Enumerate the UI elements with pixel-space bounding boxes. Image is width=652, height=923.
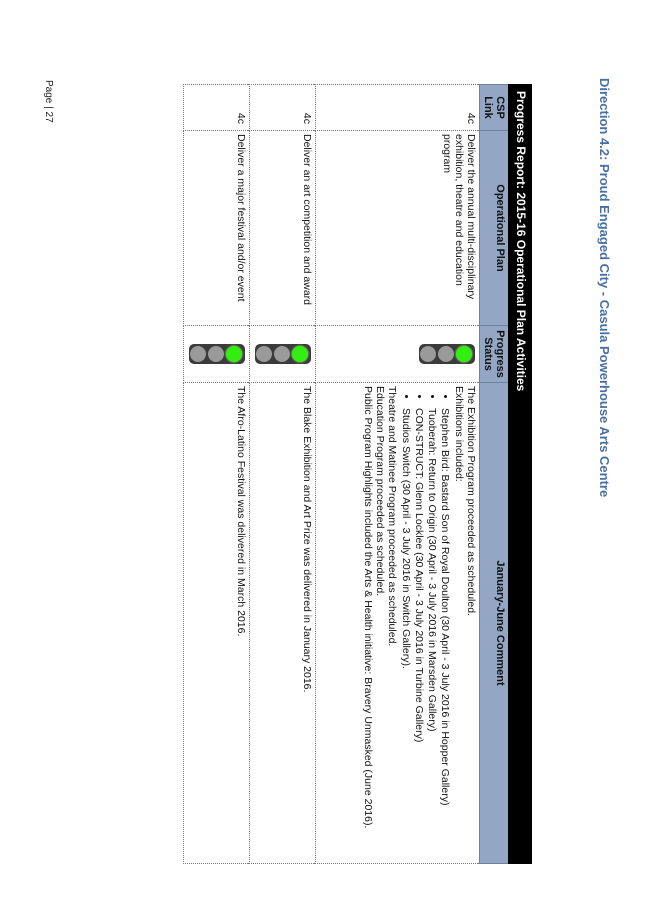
traffic-light-icon xyxy=(419,344,475,364)
csp-link-cell: 4c xyxy=(316,85,480,131)
amber-lamp xyxy=(208,346,224,362)
amber-lamp xyxy=(438,346,454,362)
operational-plan-cell: Deliver the annual multi-disciplinary exhibition, theatre and education program xyxy=(316,131,480,326)
green-lamp xyxy=(456,346,472,362)
comment-cell xyxy=(316,383,480,864)
comment-line: Public Program Highlights included the Arts & Health initiative: Bravery Unmasked (June 2016). xyxy=(362,386,374,829)
header-comment: January-June Comment xyxy=(480,383,509,864)
comment-cell: The Blake Exhibition and Art Prize was delivered in January 2016. xyxy=(250,383,316,864)
header-progress-status: Progress Status xyxy=(480,326,509,383)
column-header-row xyxy=(480,85,509,864)
traffic-light-icon xyxy=(255,344,311,364)
list-item: • Tuoberah: Return to Origin (30 April - 3 July 2016 in Marsden Gallery) xyxy=(426,408,438,860)
operational-plan-cell: Deliver an art competition and award xyxy=(250,131,316,326)
amber-lamp xyxy=(274,346,290,362)
table-row xyxy=(316,85,480,864)
csp-link-cell: 4c xyxy=(184,85,250,131)
list-item: • Studios Switch (30 April - 3 July 2016 in Switch Gallery). xyxy=(400,408,412,860)
table-row xyxy=(184,85,250,864)
page-heading: Direction 4.2: Proud Engaged City - Casula Powerhouse Arts Centre xyxy=(597,78,612,498)
progress-status-cell xyxy=(316,326,480,383)
red-lamp xyxy=(420,346,436,362)
green-lamp xyxy=(226,346,242,362)
table-banner: Progress Report: 2015-16 Operational Plan Activities xyxy=(509,85,532,864)
comment-line: Theatre and Matinee Program proceeded as scheduled. xyxy=(386,386,398,647)
traffic-light-icon xyxy=(189,344,245,364)
exhibition-list xyxy=(400,386,451,860)
csp-link-cell: 4c xyxy=(250,85,316,131)
comment-line: Exhibitions included: xyxy=(453,386,465,482)
page-number: Page | 27 xyxy=(43,80,54,123)
progress-status-cell xyxy=(184,326,250,383)
comment-cell: The Afro-Latino Festival was delivered in March 2016. xyxy=(184,383,250,864)
operational-plan-cell: Deliver a major festival and/or event xyxy=(184,131,250,326)
comment-line: The Exhibition Program proceeded as scheduled. xyxy=(465,386,477,616)
red-lamp xyxy=(256,346,272,362)
list-item: • CON-STRUCT: Glenn Locklee (30 April - 3 July 2016 in Turbine Gallery) xyxy=(413,408,425,860)
table-row xyxy=(250,85,316,864)
header-csp-link: CSP Link xyxy=(480,85,509,131)
progress-table xyxy=(183,84,532,864)
progress-status-cell xyxy=(250,326,316,383)
list-item: • Stephen Bird: Bastard Son of Royal Doulton (30 April - 3 July 2016 in Hopper Gallery) xyxy=(439,408,451,860)
green-lamp xyxy=(292,346,308,362)
red-lamp xyxy=(190,346,206,362)
comment-line: Education Program proceeded as scheduled. xyxy=(374,386,386,597)
header-operational-plan: Operational Plan xyxy=(480,131,509,326)
